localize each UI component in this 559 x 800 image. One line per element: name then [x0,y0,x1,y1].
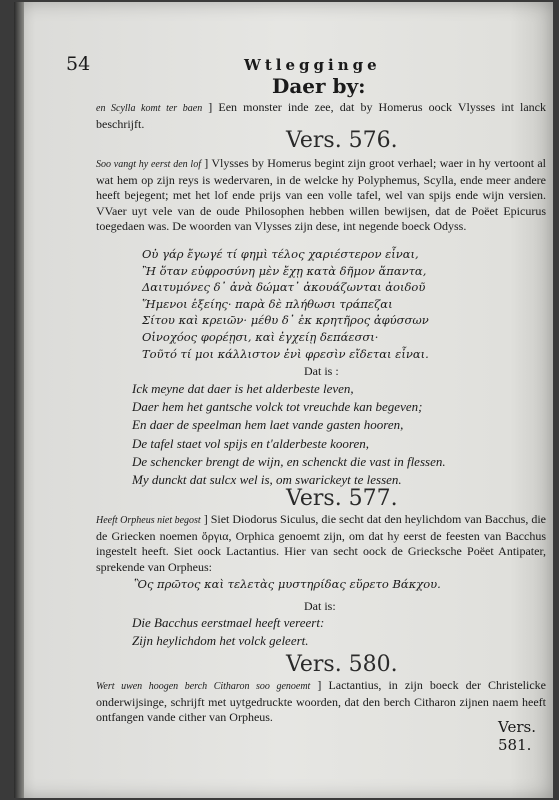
poem-line: Daer hem het gantsche volck tot vreuchde kan begeven; [132,399,423,415]
page-number: 54 [66,53,91,75]
verse-577-lemma: Heeft Orpheus niet begost [96,515,201,526]
poem-line: De schencker brengt de wijn, en schenckt die vast in flessen. [132,453,446,469]
verse-577-paragraph [96,512,546,575]
verse-576-text: ] Vlysses by Homerus begint zijn groot verhael; waer in hy vertoont al wat hem op zijn reys is wedervaren, in de welcke hy Polyphemus, Scylla, ende meer andere heeft bejegent; met het lof ende prijs van een volle tafel, wel van spijs ende wijn versien. VVaer uyt vele van de oude Philosophen hebben willen bewijsen, dat de Poëet Epicurus toegedaen was. De woorden van Vlysses zijn dese, int negende boeck Odyss. [96,156,547,233]
poem-line: My dunckt dat sulcx wel is, om swarickeyt te lessen. [132,472,402,488]
dat-is-label: Dat is: [304,599,336,613]
subheading: Daer by: [272,74,366,98]
greek-quotation-odyssey [142,246,429,362]
dat-is-label: Dat is : [304,364,339,378]
dutch-poem-576 [132,380,446,489]
running-head: Wtlegginge [244,56,381,74]
greek-line: Δαιτυμόνες δ᾽ ἀνὰ δώματ᾽ ἀκουάζωνται ἀοιδοῦ [142,280,426,295]
poem-line: De tafel staet vol spijs en t'alderbeste kooren, [132,435,369,451]
verse-580-lemma: Wert uwen hoogen berch Citharon soo genoemt [96,681,311,692]
book-page [14,2,553,798]
page-gutter-shadow [14,2,24,798]
catchword: Vers. 581. [498,718,536,754]
greek-line: Ἢ ὅταν εὐφροσύνη μὲν ἔχῃ κατὰ δῆμον ἅπαντα, [142,263,427,278]
verse-576-lemma: Soo vangt hy eerst den lof [96,159,201,170]
greek-quotation-antipater: Ὃς πρῶτος καὶ τελετὰς μυστηρίδας εὕρετο Βάκχου. [134,577,441,591]
verse-577-text: ] Siet Diodorus Siculus, die secht dat den heylichdom van Bacchus, die de Griecken noemen ὄργια, Orphica genoemt zijn, om dat hy eerst de feesten van Bacchus ingestelt heeft. Siet oock Lactantius. Hier van secht oock de Griecksche Poëet Antipater, sprekende van Orpheus: [96,512,547,574]
greek-line: Σίτου καὶ κρειῶν· μέθυ δ᾽ ἐκ κρητῆρος ἀφύσσων [142,313,429,328]
verse-580-paragraph [96,678,546,726]
verse-heading-576: Vers. 576. [286,128,398,153]
poem-line: Zijn heylichdom het volck geleert. [132,633,309,649]
poem-line: Ick meyne dat daer is het alderbeste leven, [132,381,354,396]
verse-580-text: ] Lactantius, in zijn boeck der Christelicke onderwijsinge, schrijft met uytgedruckte woorden, dat den berch Citharon zijnen naem heeft ontfangen vande cither van Orpheus. [96,678,546,724]
verse-576-paragraph [96,156,546,235]
greek-line: Τοῦτό τί μοι κάλλιστον ἐνὶ φρεσὶν εἴδεται εἶναι. [142,346,429,361]
greek-line: Οἰνοχόος φορέῃσι, καὶ ἐγχείῃ δεπάεσσι· [142,329,379,344]
verse-heading-577: Vers. 577. [286,486,398,511]
greek-line: Οὐ γάρ ἔγωγέ τί φημὶ τέλος χαριέστερον εἶναι, [142,247,419,261]
intro-lemma: en Scylla komt ter baen [96,103,203,114]
verse-heading-580: Vers. 580. [286,652,398,677]
intro-text: ] Een monster inde zee, dat by Homerus oock Vlysses int lanck beschrijft. [96,100,546,131]
greek-line: Ἥμενοι ἑξείης· παρὰ δὲ πλήθωσι τράπεζαι [142,296,393,311]
dutch-poem-577 [132,614,324,650]
poem-line: Die Bacchus eerstmael heeft vereert: [132,615,325,630]
poem-line: En daer de speelman hem laet vande gasten hooren, [132,417,404,433]
